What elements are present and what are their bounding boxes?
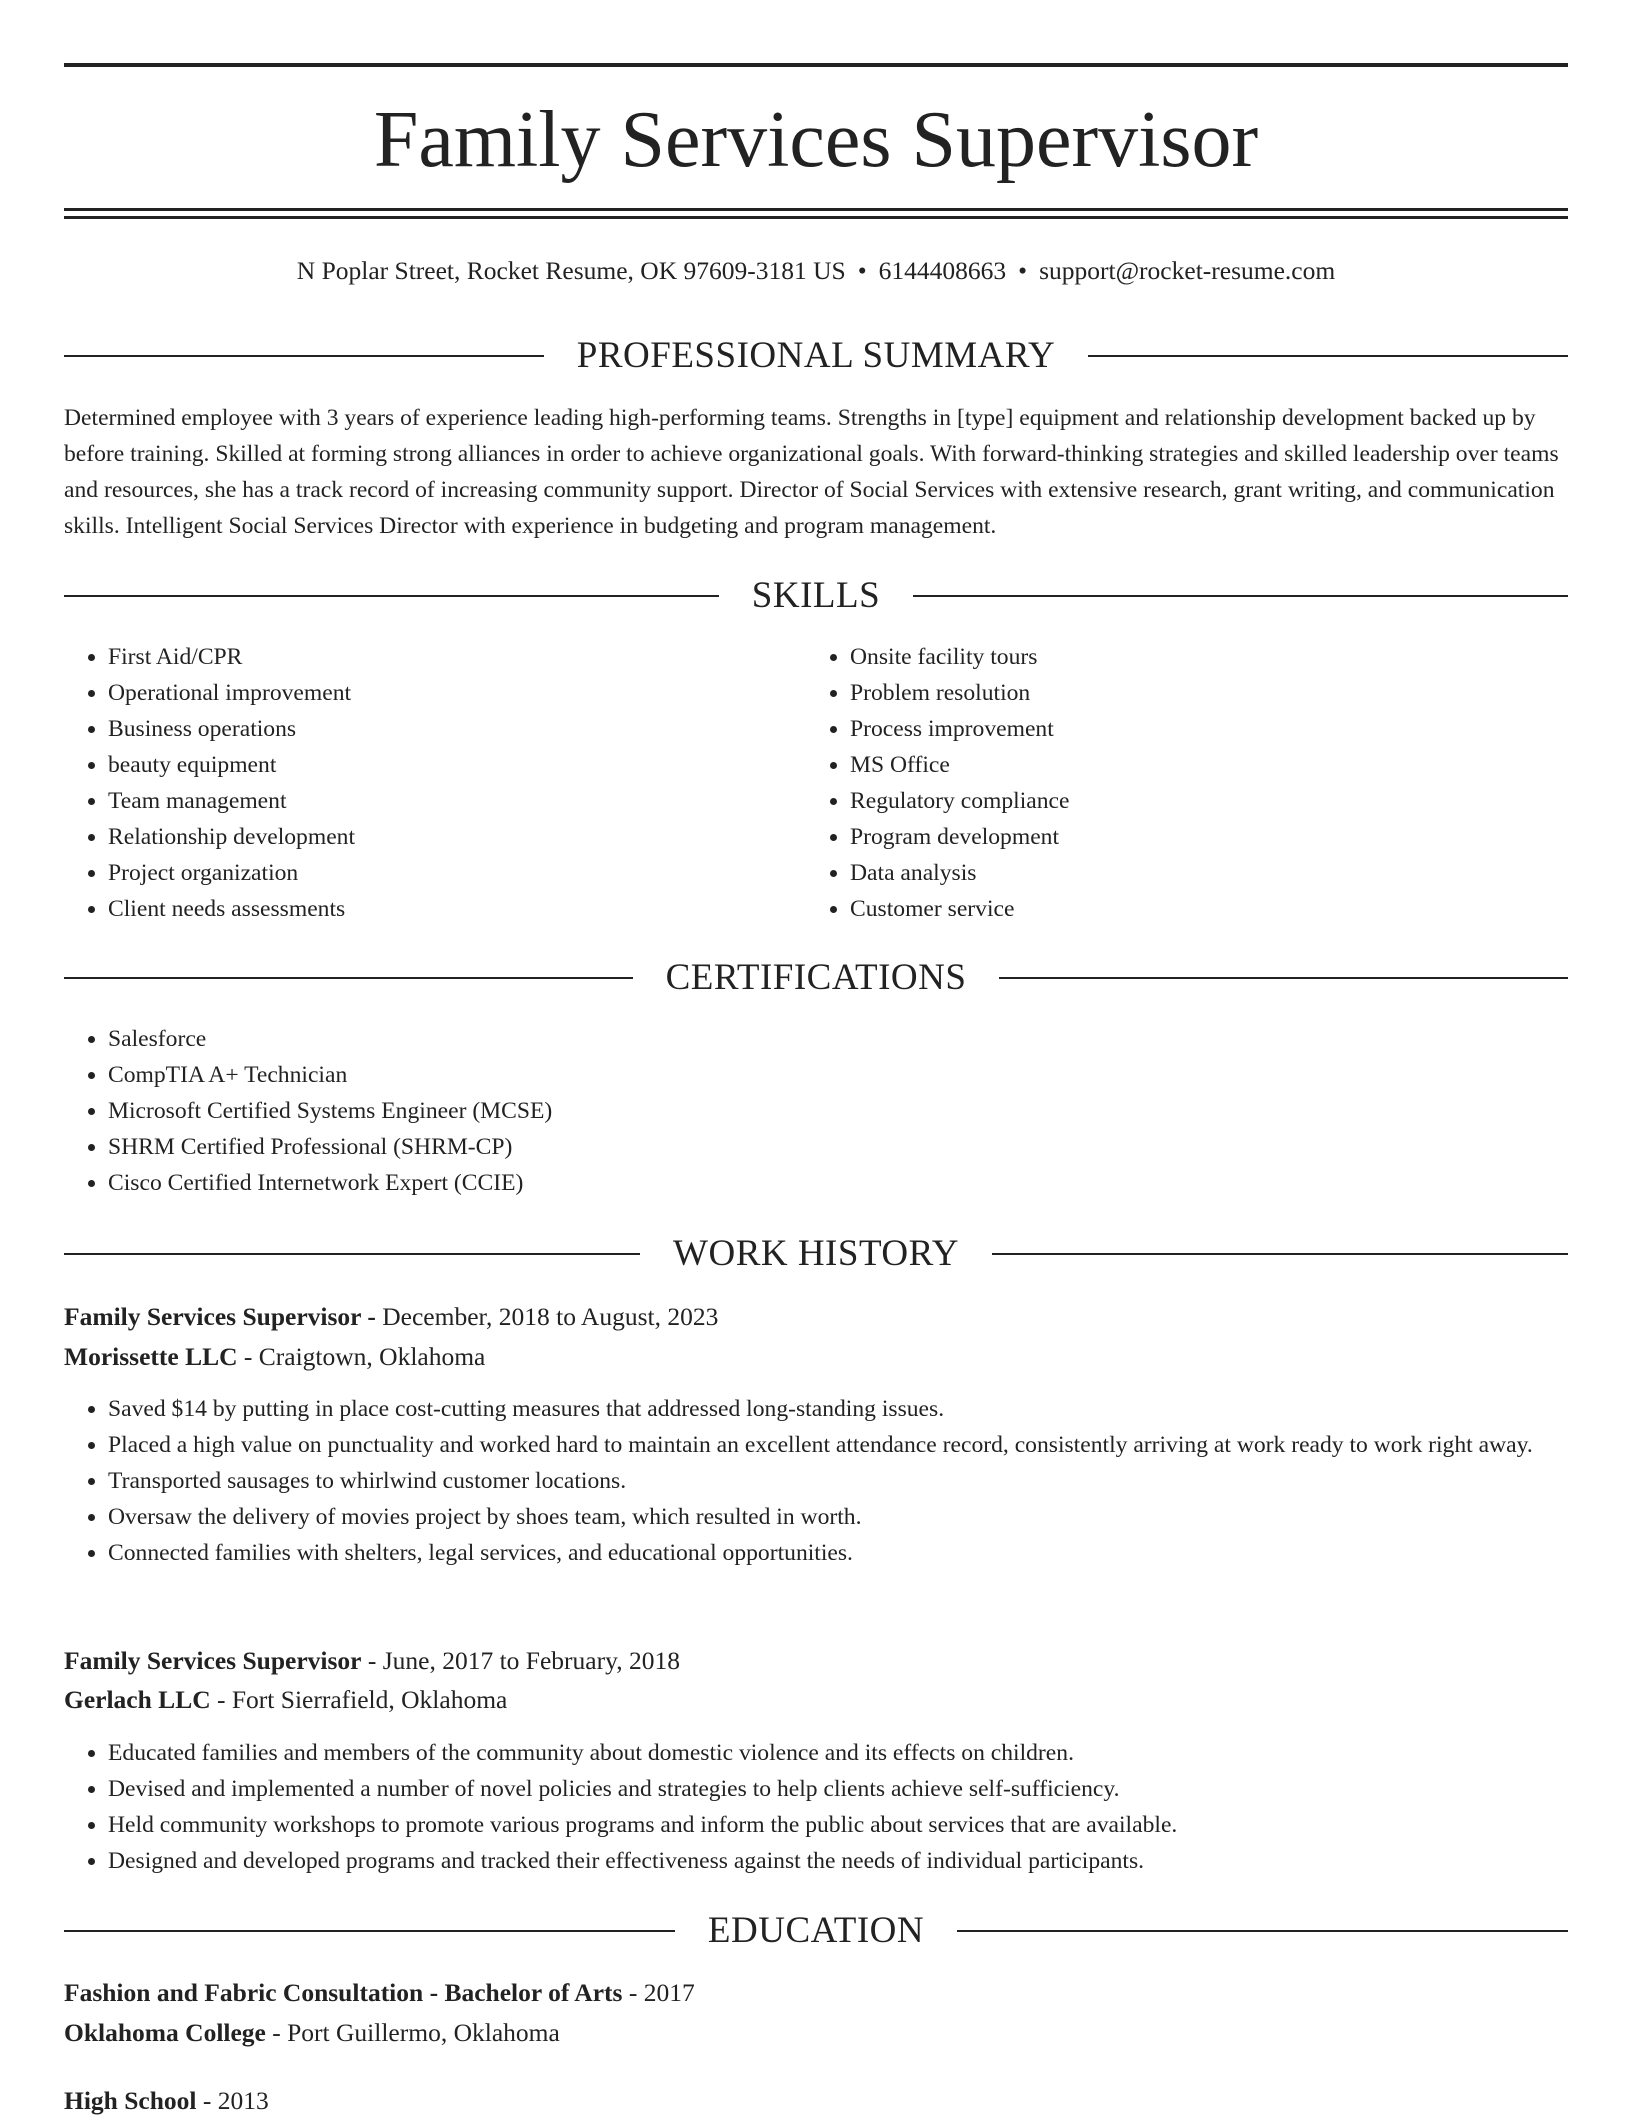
job-dates: December, 2018 to August, 2023	[382, 1302, 719, 1331]
job-company: Gerlach LLC	[64, 1685, 211, 1714]
list-item: • First Aid/CPR	[108, 639, 808, 675]
list-item: • Devised and implemented a number of novel policies and strategies to help clients achieve self-sufficiency.	[108, 1771, 1612, 1807]
dash: -	[367, 1302, 376, 1331]
divider-line	[64, 355, 544, 357]
job-dates: June, 2017 to February, 2018	[382, 1646, 680, 1675]
page-title: Family Services Supervisor	[373, 96, 1259, 184]
list-item: • Business operations	[108, 711, 808, 747]
divider-line	[64, 977, 633, 979]
title-rule-lower	[64, 216, 1568, 219]
dash: -	[217, 1685, 226, 1714]
section-header-skills	[64, 571, 1568, 621]
contact-separator: •	[1018, 256, 1028, 285]
list-item: • Client needs assessments	[108, 891, 808, 927]
list-item: • Team management	[108, 783, 808, 819]
dash: -	[272, 2018, 281, 2047]
list-item: • SHRM Certified Professional (SHRM-CP)	[108, 1129, 1508, 1165]
list-item: • Project organization	[108, 855, 808, 891]
list-item: • CompTIA A+ Technician	[108, 1057, 1508, 1093]
divider-line	[992, 1253, 1568, 1255]
section-title: SKILLS	[751, 575, 881, 616]
top-rule	[64, 63, 1568, 67]
list-item: • Held community workshops to promote various programs and inform the public about services that are available.	[108, 1807, 1612, 1843]
contact-separator: •	[857, 256, 867, 285]
job-location: Fort Sierrafield, Oklahoma	[231, 1685, 508, 1714]
list-item: • Onsite facility tours	[850, 639, 1550, 675]
summary-text: Determined employee with 3 years of experience leading high-performing teams. Strengths in [type] equipment and relationship development backed up by before training. Skilled at forming strong alliances in order to achieve organizational goals. With forward-thinking strategies and skilled leadership over teams and resources, she has a track record of increasing community support. Director of Social Services with extensive research, grant writing, and communication skills. Intelligent Social Services Director with experience in budgeting and program management.	[64, 405, 1559, 539]
dash: -	[243, 1342, 253, 1371]
list-item: • Saved $14 by putting in place cost-cutting measures that addressed long-standing issues.	[108, 1391, 1612, 1427]
section-header-certifications	[64, 953, 1568, 1003]
education-degree-line	[64, 1973, 1568, 2013]
divider-line	[64, 1930, 675, 1932]
education-year: 2017	[643, 1978, 695, 2007]
list-item: • MS Office	[850, 747, 1550, 783]
list-item: • Program development	[850, 819, 1550, 855]
education-location: Port Guillermo, Oklahoma	[287, 2018, 560, 2047]
list-item: • Problem resolution	[850, 675, 1550, 711]
job-company: Morissette LLC	[64, 1342, 238, 1371]
list-item: • Relationship development	[108, 819, 808, 855]
job-title: Family Services Supervisor	[64, 1302, 361, 1331]
list-item: • Customer service	[850, 891, 1550, 927]
section-title: EDUCATION	[707, 1910, 925, 1951]
section-header-work-history	[64, 1229, 1568, 1279]
divider-line	[999, 977, 1568, 979]
list-item: • Operational improvement	[108, 675, 808, 711]
contact-email: support@rocket-resume.com	[1039, 256, 1336, 285]
dash: -	[628, 1978, 638, 2007]
dash: -	[367, 1646, 377, 1675]
job-company-line	[64, 1337, 1568, 1377]
job-title-line	[64, 1641, 1568, 1681]
education-degree-line	[64, 2081, 1568, 2121]
section-header-summary	[64, 331, 1568, 381]
education-year: 2013	[217, 2086, 269, 2115]
divider-line	[957, 1930, 1568, 1932]
education-school-line	[64, 2013, 1568, 2053]
list-item: • Transported sausages to whirlwind customer locations.	[108, 1463, 1612, 1499]
divider-line	[64, 1253, 640, 1255]
divider-line	[64, 595, 719, 597]
certifications-list	[64, 1021, 1508, 1201]
section-title: CERTIFICATIONS	[665, 957, 967, 998]
skills-list-right	[806, 639, 1550, 927]
job-bullets	[64, 1735, 1612, 1879]
list-item: • Oversaw the delivery of movies project by shoes team, which resulted in worth.	[108, 1499, 1612, 1535]
job-title: Family Services Supervisor	[64, 1646, 362, 1675]
divider-line	[913, 595, 1568, 597]
section-title: WORK HISTORY	[673, 1233, 959, 1274]
list-item: • Process improvement	[850, 711, 1550, 747]
list-item: • Placed a high value on punctuality and worked hard to maintain an excellent attendance record, consistently arriving at work ready to work right away.	[108, 1427, 1612, 1463]
job-bullets	[64, 1391, 1612, 1571]
job-location: Craigtown, Oklahoma	[258, 1342, 486, 1371]
job-company-line	[64, 1680, 1568, 1720]
contact-phone: 6144408663	[878, 256, 1007, 285]
divider-line	[1088, 355, 1568, 357]
contact-line	[64, 253, 1568, 289]
list-item: • Cisco Certified Internetwork Expert (CCIE)	[108, 1165, 1508, 1201]
list-item: • Regulatory compliance	[850, 783, 1550, 819]
title-rule-upper	[64, 208, 1568, 211]
dash: -	[202, 2086, 212, 2115]
education-degree: Fashion and Fabric Consultation - Bachelor of Arts	[64, 1978, 623, 2007]
education-degree: High School	[64, 2086, 197, 2115]
list-item: • Microsoft Certified Systems Engineer (MCSE)	[108, 1093, 1508, 1129]
list-item: • Educated families and members of the community about domestic violence and its effects on children.	[108, 1735, 1612, 1771]
section-title: PROFESSIONAL SUMMARY	[576, 335, 1056, 376]
list-item: • Data analysis	[850, 855, 1550, 891]
list-item: • Connected families with shelters, legal services, and educational opportunities.	[108, 1535, 1612, 1571]
section-header-education	[64, 1906, 1568, 1956]
list-item: • Salesforce	[108, 1021, 1508, 1057]
job-title-line	[64, 1297, 1568, 1337]
list-item: • Designed and developed programs and tracked their effectiveness against the needs of individual participants.	[108, 1843, 1612, 1879]
contact-address: N Poplar Street, Rocket Resume, OK 97609-3181 US	[296, 256, 846, 285]
list-item: • beauty equipment	[108, 747, 808, 783]
skills-list-left	[64, 639, 808, 927]
education-school: Oklahoma College	[64, 2018, 266, 2047]
